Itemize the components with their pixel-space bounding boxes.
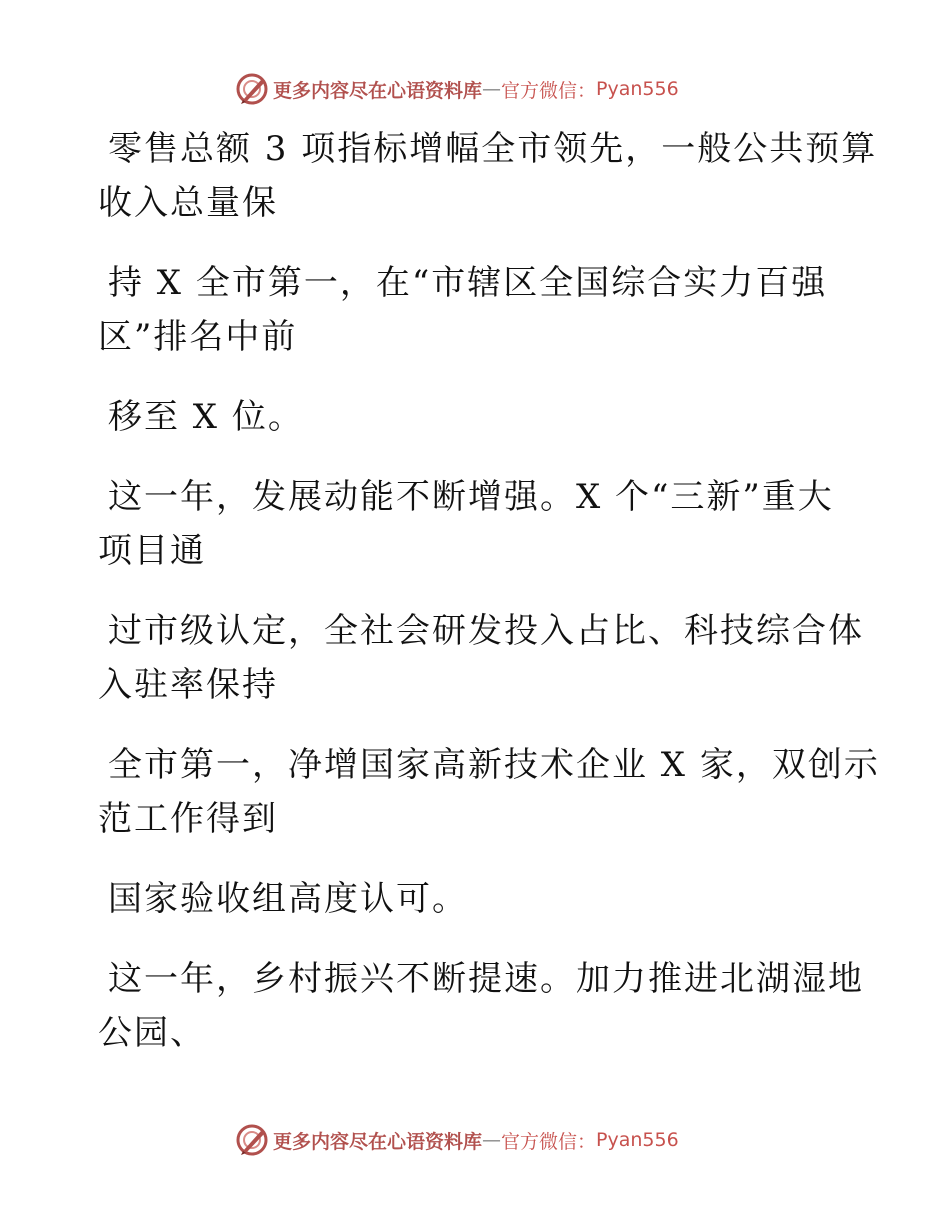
paragraph-2 <box>98 256 858 364</box>
paragraph-line: 过市级认定，全社会研发投入占比、科技综合体 <box>108 611 864 651</box>
paragraph-line: 移至 X 位。 <box>108 397 304 437</box>
header-wechat-label: 官方微信： <box>501 79 597 102</box>
paragraph-5 <box>98 604 864 712</box>
header-wechat-id: Pyan556 <box>596 78 679 100</box>
pen-circle-logo-icon <box>235 1123 269 1157</box>
paragraph-4 <box>98 470 858 578</box>
paragraph-line: 公园、 <box>98 1013 206 1053</box>
footer-separator: — <box>482 1129 502 1151</box>
footer-brand-text: 更多内容尽在心语资料库 <box>273 1130 483 1153</box>
paragraph-line: 范工作得到 <box>98 799 278 839</box>
paragraph-7 <box>98 872 858 926</box>
paragraph-line: 这一年，发展动能不断增强。X 个“三新”重大 <box>108 477 834 517</box>
paragraph-line: 国家验收组高度认可。 <box>108 879 468 919</box>
paragraph-line: 收入总量保 <box>98 183 278 223</box>
paragraph-line: 区”排名中前 <box>98 317 298 357</box>
header-brand-text: 更多内容尽在心语资料库 <box>273 79 483 102</box>
paragraph-line: 入驻率保持 <box>98 665 278 705</box>
paragraph-line: 全市第一，净增国家高新技术企业 X 家，双创示 <box>108 745 880 785</box>
paragraph-8 <box>98 952 864 1060</box>
footer-banner <box>235 1123 679 1157</box>
paragraph-1 <box>98 122 878 230</box>
paragraph-3 <box>98 390 858 444</box>
pen-circle-logo-icon <box>235 72 269 106</box>
header-banner <box>235 72 679 106</box>
header-separator: — <box>482 78 502 100</box>
paragraph-6 <box>98 738 880 846</box>
paragraph-line: 项目通 <box>98 531 206 571</box>
document-body <box>98 122 880 1086</box>
paragraph-line: 零售总额 3 项指标增幅全市领先，一般公共预算 <box>108 129 878 169</box>
footer-wechat-id: Pyan556 <box>596 1129 679 1151</box>
paragraph-line: 这一年，乡村振兴不断提速。加力推进北湖湿地 <box>108 959 864 999</box>
paragraph-line: 持 X 全市第一，在“市辖区全国综合实力百强 <box>108 263 828 303</box>
footer-wechat-label: 官方微信： <box>501 1130 597 1153</box>
